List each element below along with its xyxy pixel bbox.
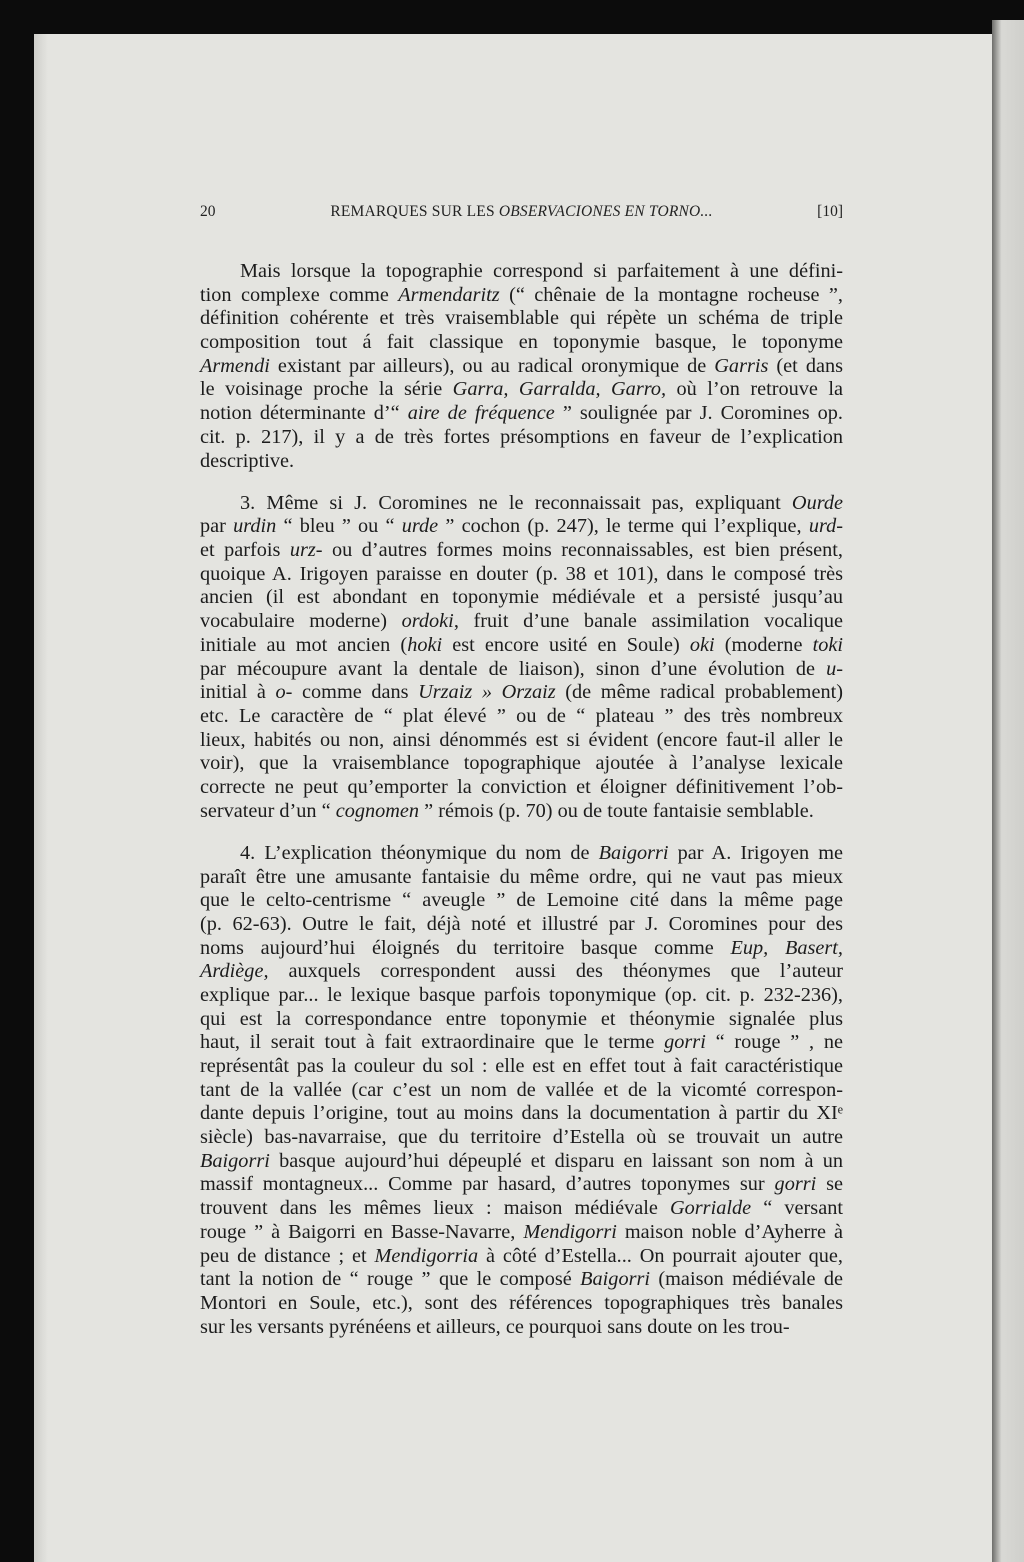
text-line	[200, 284, 843, 308]
italic-text: Ardiège,	[200, 960, 269, 983]
text-segment: représentât pas la couleur du sol : elle est en effet tout à fait caractéristique	[200, 1055, 843, 1077]
text-line	[200, 681, 843, 705]
text-line	[200, 889, 843, 913]
text-segment: cit. p. 217), il y a de très fortes présomptions en faveur de l’explication	[200, 425, 843, 448]
text-line	[200, 492, 843, 516]
text-segment: etc. Le caractère de “ plat élevé ” ou de “ plateau ” des très nombreux	[200, 704, 843, 727]
text-segment: paraît être une amusante fantaisie du même ordre, qui ne vaut pas mieux	[200, 865, 843, 888]
text-segment: quoique A. Irigoyen paraisse en douter (p. 38 et 101), dans le composé très	[200, 562, 843, 585]
text-line	[200, 450, 843, 474]
text-line	[200, 1245, 843, 1269]
text-segment: composition tout á fait classique en toponymie basque, le toponyme	[200, 331, 843, 354]
text-segment: 4. L’explication théonymique du nom de	[240, 841, 599, 864]
italic-text: Armendi	[200, 354, 270, 377]
text-segment: où l’on retrouve la	[666, 378, 843, 401]
text-segment: se	[816, 1173, 844, 1196]
text-segment: et parfois	[200, 539, 290, 562]
text-segment: trouvent dans les mêmes lieux : maison médiévale	[200, 1197, 670, 1220]
text-segment: haut, il serait tout à fait extraordinaire que le terme	[200, 1031, 665, 1054]
text-line	[200, 1173, 843, 1197]
italic-text: Ourde	[791, 491, 843, 514]
page-gutter	[34, 34, 48, 1562]
text-segment: notion déterminante d’“	[200, 402, 408, 425]
italic-text: Gorrialde	[670, 1197, 752, 1220]
text-segment: (de même radical probablement)	[555, 681, 843, 704]
text-segment: par	[200, 515, 234, 538]
italic-text: gorri	[774, 1173, 817, 1196]
running-title-prefix: REMARQUES SUR LES	[330, 203, 499, 220]
text-segment: descriptive.	[200, 449, 295, 472]
italic-text: Armendaritz	[398, 283, 500, 306]
text-line	[200, 402, 843, 426]
text-line	[200, 752, 843, 776]
text-line	[200, 984, 843, 1008]
text-line	[200, 1031, 843, 1055]
italic-text: urd-	[808, 515, 843, 538]
paragraph	[200, 842, 843, 1339]
text-line	[200, 1079, 843, 1103]
text-segment: voir), que la vraisemblance topographique ajoutée à l’analyse lexicale	[200, 752, 843, 775]
text-segment: peu de distance ; et	[200, 1244, 375, 1267]
text-segment: noms aujourd’hui éloignés du territoire basque comme	[200, 936, 731, 959]
italic-text: ordoki	[401, 610, 454, 633]
text-segment: “ versant	[751, 1197, 843, 1220]
text-line	[200, 260, 843, 284]
text-line	[200, 913, 843, 937]
text-segment: “ rouge ” , ne	[705, 1031, 843, 1054]
text-line	[200, 1055, 843, 1079]
text-line	[200, 1221, 843, 1245]
italic-text: hoki	[407, 633, 443, 656]
text-segment: Mais lorsque la topographie correspond si parfaitement à une défini-	[240, 260, 843, 282]
paragraph	[200, 492, 843, 824]
italic-text: Garris	[714, 354, 769, 377]
italic-text: gorri	[664, 1031, 706, 1054]
text-line	[200, 705, 843, 729]
text-line	[200, 1197, 843, 1221]
text-segment: le voisinage proche la série	[200, 378, 453, 401]
text-segment: (“ chênaie de la montagne rocheuse ”,	[499, 283, 843, 306]
text-line	[200, 563, 843, 587]
italic-text: urdin	[233, 515, 277, 538]
italic-text: toki	[812, 633, 843, 656]
text-line	[200, 729, 843, 753]
text-line	[200, 331, 843, 355]
italic-text: Mendigorria	[374, 1244, 479, 1267]
text-segment: tant la notion de “ rouge ” que le composé	[200, 1268, 581, 1291]
text-segment: qui est la correspondance entre toponymie et théonymie signalée plus	[200, 1007, 843, 1030]
text-line	[200, 960, 843, 984]
text-segment: siècle) bas-navarraise, que du territoire d’Estella où se trouvait un autre	[200, 1126, 843, 1149]
italic-text: Baigorri	[580, 1268, 651, 1291]
italic-text: o-	[275, 681, 293, 704]
running-header	[200, 203, 843, 225]
text-line	[200, 1150, 843, 1174]
text-line	[200, 937, 843, 961]
text-segment: massif montagneux... Comme par hasard, d’autres toponymes sur	[200, 1173, 775, 1196]
italic-text: urde	[401, 515, 439, 538]
text-segment: (p. 62-63). Outre le fait, déjà noté et illustré par J. Coromines pour des	[200, 912, 843, 935]
text-line	[200, 539, 843, 563]
text-segment: vocabulaire moderne)	[200, 610, 402, 633]
text-segment: tant de la vallée (car c’est un nom de vallée et de la vicomté correspon-	[200, 1078, 843, 1101]
page-reference: [10]	[817, 203, 843, 220]
running-title-italic: OBSERVACIONES EN TORNO...	[498, 203, 713, 220]
text-segment: initial à	[200, 681, 276, 704]
paragraph	[200, 260, 843, 473]
text-segment: Montori en Soule, etc.), sont des références topographiques très banales	[200, 1291, 843, 1314]
text-segment: est encore usité en Soule)	[442, 633, 690, 656]
text-line	[200, 776, 843, 800]
italic-text: cognomen	[335, 799, 420, 822]
text-line	[200, 1126, 843, 1150]
text-segment: , fruit d’une banale assimilation vocalique	[453, 610, 843, 633]
text-segment: lieux, habités ou non, ainsi dénommés est si évident (encore faut-il aller le	[200, 728, 843, 751]
text-segment: existant par ailleurs), ou au radical oronymique de	[269, 354, 715, 377]
body-text	[200, 260, 843, 1358]
italic-text: Eup, Basert,	[730, 936, 843, 959]
text-segment: initiale au mot ancien (	[200, 633, 408, 656]
text-segment: (maison médiévale de	[650, 1268, 844, 1291]
text-segment: tion complexe comme	[200, 283, 399, 306]
italic-text: u-	[826, 657, 843, 680]
italic-text: Garra, Garralda, Garro,	[452, 378, 667, 401]
text-line	[200, 1008, 843, 1032]
text-segment: ou d’autres formes moins reconnaissables, est bien présent,	[322, 539, 843, 562]
text-line	[200, 1292, 843, 1316]
text-line	[200, 610, 843, 634]
italic-text: aire de fréquence	[407, 402, 555, 425]
text-segment: correcte ne peut qu’emporter la conviction et éloigner définitivement l’ob-	[200, 775, 843, 798]
text-line	[200, 634, 843, 658]
text-line	[200, 842, 843, 866]
italic-text: Mendigorri	[523, 1220, 617, 1243]
text-line	[200, 355, 843, 379]
text-line	[200, 426, 843, 450]
text-segment: définition cohérente et très vraisemblable qui répète un schéma de triple	[200, 307, 843, 330]
text-segment: “ bleu ” ou “	[276, 515, 402, 538]
text-line	[200, 1102, 843, 1126]
text-line	[200, 307, 843, 331]
text-segment: auxquels correspondent aussi des théonymes que l’auteur	[268, 960, 843, 983]
italic-text: Baigorri	[598, 841, 669, 864]
running-title	[200, 203, 843, 221]
text-segment: (moderne	[714, 633, 813, 656]
text-line	[200, 515, 843, 539]
text-line	[200, 658, 843, 682]
text-segment: rouge ” à Baigorri en Basse-Navarre,	[200, 1220, 524, 1243]
text-line	[200, 378, 843, 402]
text-line	[200, 586, 843, 610]
text-segment: ” rémois (p. 70) ou de toute fantaisie semblable.	[419, 799, 814, 822]
text-segment: basque aujourd’hui dépeuplé et disparu en laissant son nom à un	[269, 1149, 843, 1172]
text-segment: par A. Irigoyen me	[668, 841, 843, 864]
text-line	[200, 1268, 843, 1292]
text-segment: que le celto-centrisme “ aveugle ” de Lemoine cité dans la même page	[200, 889, 843, 912]
text-segment: à côté d’Estella... On pourrait ajouter que,	[478, 1244, 844, 1267]
text-segment: dante depuis l’origine, tout au moins dans la documentation à partir du XIᵉ	[200, 1102, 843, 1125]
text-segment: servateur d’un “	[200, 799, 336, 822]
text-segment: comme dans	[292, 681, 419, 704]
text-segment: sur les versants pyrénéens et ailleurs, ce pourquoi sans doute on les trou-	[200, 1315, 790, 1338]
italic-text: Baigorri	[200, 1149, 270, 1172]
text-segment: explique par... le lexique basque parfois toponymique (op. cit. p. 232-236),	[200, 983, 843, 1006]
next-page-edge	[992, 20, 1024, 1562]
text-line	[200, 800, 843, 824]
italic-text: oki	[689, 633, 715, 656]
text-segment: ” cochon (p. 247), le terme qui l’explique,	[438, 515, 809, 538]
text-line	[200, 1316, 843, 1340]
text-line	[200, 866, 843, 890]
page-number: 20	[200, 203, 216, 220]
text-segment: 3. Même si J. Coromines ne le reconnaissait pas, expliquant	[240, 491, 792, 514]
text-segment: ancien (il est abondant en toponymie médiévale et a persisté jusqu’au	[200, 586, 843, 609]
italic-text: urz-	[289, 539, 323, 562]
text-segment: maison noble d’Ayherre à	[616, 1220, 843, 1243]
text-segment: (et dans	[768, 354, 843, 377]
text-segment: par mécoupure avant la dentale de liaison), sinon d’une évolution de	[200, 657, 827, 680]
text-segment: ” soulignée par J. Coromines op.	[554, 402, 843, 425]
italic-text: Urzaiz » Orzaiz	[418, 681, 556, 704]
